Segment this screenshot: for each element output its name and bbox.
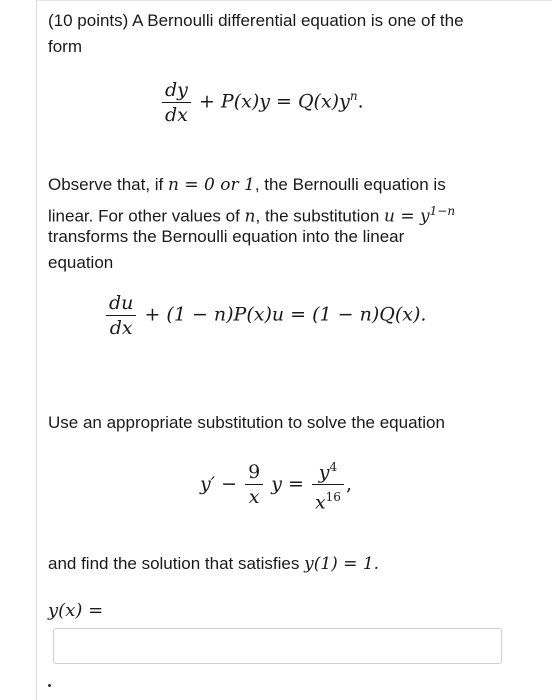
bernoulli-equation: $\frac{dy}{dx}$ + $P(x)y = Q(x)y^n$. [160, 78, 364, 127]
y4-over-x16-fraction: $\frac{y^4}{x^{16}}$ [312, 455, 344, 515]
observe-line-2: linear. For other values of n, the substitution $u = y^{1-n}$ [48, 204, 456, 227]
intro-line-2: form [48, 37, 82, 56]
intro-line-1: (10 points) A Bernoulli differential equation is one of the [48, 11, 464, 30]
use-substitution-text: Use an appropriate substitution to solve the equation [48, 413, 445, 432]
observe-line-1: Observe that, if n = 0 or 1, the Bernoulli equation is [48, 175, 446, 195]
bullet-dot [48, 684, 51, 687]
find-solution-text: and find the solution that satisfies y(1) = 1. [48, 554, 380, 574]
nine-over-x-fraction: $\frac{9}{x}$ [245, 460, 263, 509]
given-equation: y′ − $\frac{9}{x}$ y = $\frac{y^4}{x^{16}}$ , [200, 455, 352, 515]
du-dx-fraction: $\frac{du}{dx}$ [106, 291, 136, 340]
dy-dx-fraction: $\frac{dy}{dx}$ [162, 78, 191, 127]
linear-equation: $\frac{du}{dx}$ + (1 − n)P(x)u = (1 − n)Q(x). [104, 291, 426, 340]
answer-input[interactable] [53, 628, 502, 664]
observe-line-4: equation [48, 253, 114, 272]
observe-line-3: transforms the Bernoulli equation into the linear [48, 227, 405, 246]
answer-label: y(x) = [48, 600, 104, 621]
